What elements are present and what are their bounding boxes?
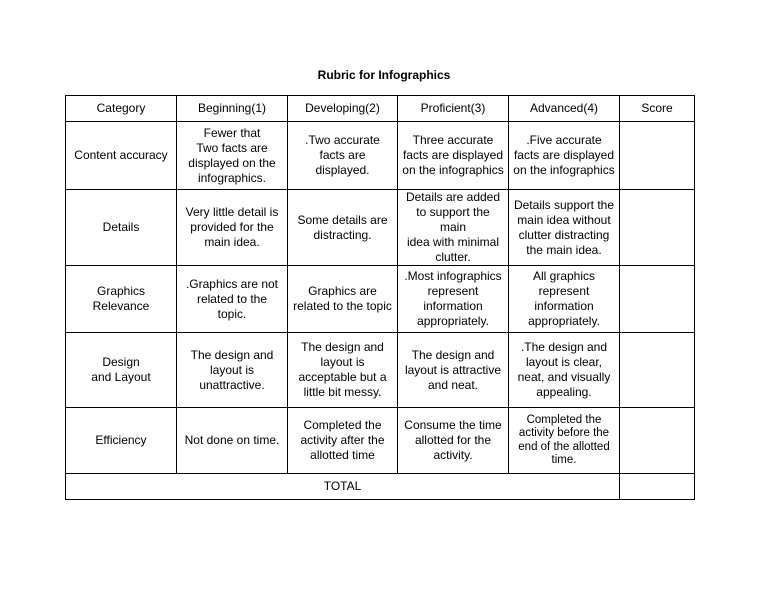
table-row <box>66 266 695 333</box>
rubric-cell: Very little detail is provided for the main idea. <box>177 190 288 266</box>
table-row <box>66 408 695 474</box>
table-row <box>66 333 695 408</box>
rubric-cell: .Two accurate facts are displayed. <box>288 122 398 190</box>
table-header-row <box>66 96 695 122</box>
row-category: Efficiency <box>66 408 177 474</box>
total-score-cell[interactable] <box>620 474 695 500</box>
rubric-cell: .Graphics are not related to the topic. <box>177 266 288 333</box>
rubric-cell: The design and layout is acceptable but a little bit messy. <box>288 333 398 408</box>
rubric-cell: Completed the activity before the end of the allotted time. <box>509 408 620 474</box>
rubric-cell: Consume the time allotted for the activity. <box>398 408 509 474</box>
rubric-cell: Some details are distracting. <box>288 190 398 266</box>
rubric-cell: Not done on time. <box>177 408 288 474</box>
score-cell[interactable] <box>620 333 695 408</box>
rubric-cell: The design and layout is attractive and neat. <box>398 333 509 408</box>
score-cell[interactable] <box>620 190 695 266</box>
rubric-cell: Details are added to support the main idea with minimal clutter. <box>398 190 509 266</box>
rubric-cell: .Five accurate facts are displayed on the infographics <box>509 122 620 190</box>
header-category: Category <box>66 96 177 122</box>
score-cell[interactable] <box>620 408 695 474</box>
header-developing: Developing(2) <box>288 96 398 122</box>
table-row <box>66 122 695 190</box>
row-category: Details <box>66 190 177 266</box>
rubric-table <box>65 95 695 500</box>
score-cell[interactable] <box>620 122 695 190</box>
header-proficient: Proficient(3) <box>398 96 509 122</box>
row-category: Graphics Relevance <box>66 266 177 333</box>
total-label: TOTAL <box>66 474 620 500</box>
rubric-cell: All graphics represent information appropriately. <box>509 266 620 333</box>
rubric-cell: Details support the main idea without clutter distracting the main idea. <box>509 190 620 266</box>
header-advanced: Advanced(4) <box>509 96 620 122</box>
rubric-cell: Completed the activity after the allotted time <box>288 408 398 474</box>
total-row <box>66 474 695 500</box>
row-category: Design and Layout <box>66 333 177 408</box>
document-title: Rubric for Infographics <box>317 68 451 82</box>
rubric-cell: Fewer that Two facts are displayed on the infographics. <box>177 122 288 190</box>
score-cell[interactable] <box>620 266 695 333</box>
table-row <box>66 190 695 266</box>
header-score: Score <box>620 96 695 122</box>
row-category: Content accuracy <box>66 122 177 190</box>
rubric-cell: .Most infographics represent information appropriately. <box>398 266 509 333</box>
rubric-cell: The design and layout is unattractive. <box>177 333 288 408</box>
rubric-cell: Three accurate facts are displayed on the infographics <box>398 122 509 190</box>
rubric-cell: .The design and layout is clear, neat, and visually appealing. <box>509 333 620 408</box>
rubric-cell: Graphics are related to the topic <box>288 266 398 333</box>
header-beginning: Beginning(1) <box>177 96 288 122</box>
